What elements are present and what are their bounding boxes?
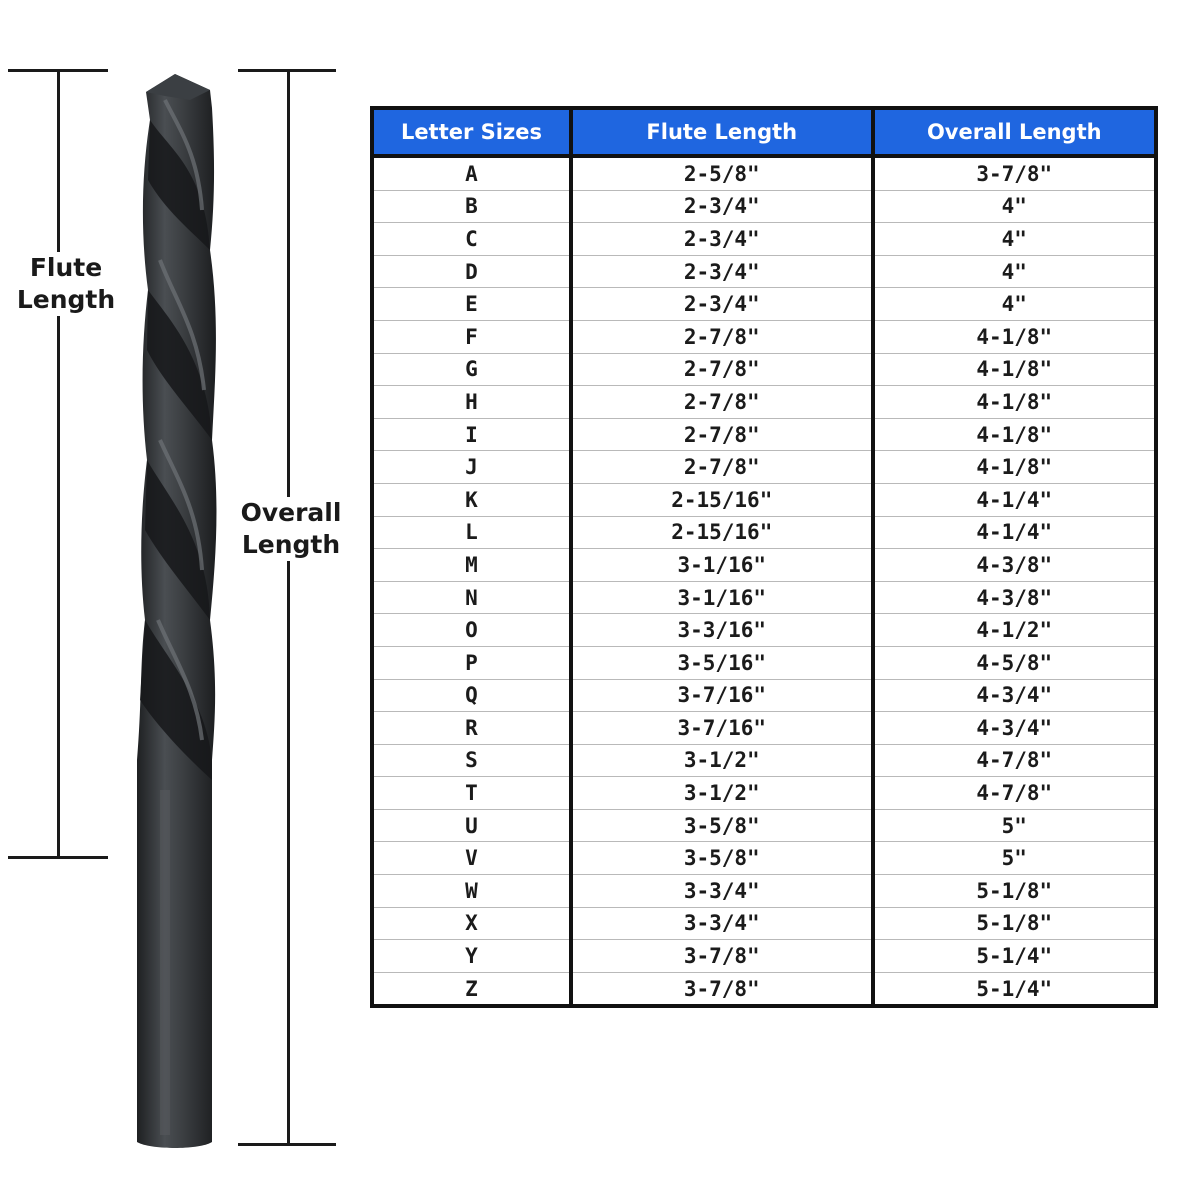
cell-overall-length: 4-1/8" <box>873 418 1156 451</box>
cell-overall-length: 4-1/4" <box>873 516 1156 549</box>
cell-letter-size: C <box>372 223 571 256</box>
table-row <box>372 156 1156 190</box>
header-letter-sizes: Letter Sizes <box>372 108 571 156</box>
table-row <box>372 255 1156 288</box>
cell-letter-size: N <box>372 581 571 614</box>
cell-overall-length: 4-3/4" <box>873 712 1156 745</box>
cell-flute-length: 2-3/4" <box>571 255 873 288</box>
table-row <box>372 581 1156 614</box>
cell-letter-size: V <box>372 842 571 875</box>
cell-overall-length: 3-7/8" <box>873 156 1156 190</box>
cell-flute-length: 3-7/8" <box>571 940 873 973</box>
table-row <box>372 451 1156 484</box>
cell-letter-size: F <box>372 320 571 353</box>
cell-overall-length: 5" <box>873 842 1156 875</box>
table-row <box>372 483 1156 516</box>
drill-bit-illustration <box>120 60 230 1155</box>
table-row <box>372 646 1156 679</box>
cell-letter-size: W <box>372 875 571 908</box>
cell-overall-length: 4-3/8" <box>873 581 1156 614</box>
cell-overall-length: 4" <box>873 223 1156 256</box>
cell-letter-size: E <box>372 288 571 321</box>
table-row <box>372 679 1156 712</box>
table-row <box>372 972 1156 1006</box>
flute-bracket-bottom-tick <box>8 856 108 859</box>
table-row <box>372 842 1156 875</box>
cell-flute-length: 3-5/8" <box>571 842 873 875</box>
cell-overall-length: 4-1/8" <box>873 386 1156 419</box>
cell-flute-length: 3-1/2" <box>571 777 873 810</box>
cell-letter-size: L <box>372 516 571 549</box>
cell-overall-length: 4-1/8" <box>873 451 1156 484</box>
flute-length-label: Flute Length <box>8 252 124 316</box>
cell-flute-length: 3-1/16" <box>571 549 873 582</box>
cell-letter-size: Q <box>372 679 571 712</box>
cell-overall-length: 4-7/8" <box>873 744 1156 777</box>
cell-flute-length: 3-7/16" <box>571 679 873 712</box>
cell-overall-length: 4-1/8" <box>873 353 1156 386</box>
cell-flute-length: 3-3/4" <box>571 875 873 908</box>
header-overall-length: Overall Length <box>873 108 1156 156</box>
cell-flute-length: 3-7/8" <box>571 972 873 1006</box>
cell-flute-length: 3-3/16" <box>571 614 873 647</box>
cell-letter-size: Z <box>372 972 571 1006</box>
cell-letter-size: T <box>372 777 571 810</box>
cell-letter-size: B <box>372 190 571 223</box>
cell-flute-length: 2-3/4" <box>571 288 873 321</box>
cell-flute-length: 3-7/16" <box>571 712 873 745</box>
cell-overall-length: 4-1/2" <box>873 614 1156 647</box>
cell-letter-size: U <box>372 809 571 842</box>
cell-overall-length: 4" <box>873 190 1156 223</box>
cell-letter-size: M <box>372 549 571 582</box>
cell-flute-length: 2-7/8" <box>571 418 873 451</box>
table-row <box>372 809 1156 842</box>
drill-shank-highlight <box>160 790 170 1135</box>
overall-length-label: Overall Length <box>232 497 350 561</box>
cell-overall-length: 5" <box>873 809 1156 842</box>
overall-bracket-bottom-tick <box>238 1143 336 1146</box>
table-row <box>372 190 1156 223</box>
cell-flute-length: 2-7/8" <box>571 386 873 419</box>
cell-flute-length: 2-5/8" <box>571 156 873 190</box>
table-row <box>372 320 1156 353</box>
cell-letter-size: A <box>372 156 571 190</box>
table-row <box>372 516 1156 549</box>
table-row <box>372 386 1156 419</box>
cell-flute-length: 2-15/16" <box>571 516 873 549</box>
table-row <box>372 549 1156 582</box>
cell-letter-size: H <box>372 386 571 419</box>
cell-flute-length: 2-3/4" <box>571 190 873 223</box>
cell-letter-size: K <box>372 483 571 516</box>
cell-letter-size: I <box>372 418 571 451</box>
table-row <box>372 777 1156 810</box>
table-row <box>372 288 1156 321</box>
flute-bracket-line <box>57 70 60 858</box>
table-header-row <box>372 108 1156 156</box>
cell-letter-size: Y <box>372 940 571 973</box>
header-flute-length: Flute Length <box>571 108 873 156</box>
cell-flute-length: 2-7/8" <box>571 320 873 353</box>
letter-size-chart <box>370 106 1158 1008</box>
table-row <box>372 712 1156 745</box>
cell-flute-length: 3-3/4" <box>571 907 873 940</box>
cell-flute-length: 3-5/8" <box>571 809 873 842</box>
cell-letter-size: R <box>372 712 571 745</box>
cell-letter-size: P <box>372 646 571 679</box>
table-row <box>372 744 1156 777</box>
cell-flute-length: 2-15/16" <box>571 483 873 516</box>
cell-flute-length: 3-1/2" <box>571 744 873 777</box>
table-row <box>372 875 1156 908</box>
cell-flute-length: 2-7/8" <box>571 353 873 386</box>
table-row <box>372 940 1156 973</box>
cell-overall-length: 4-1/4" <box>873 483 1156 516</box>
cell-letter-size: J <box>372 451 571 484</box>
cell-flute-length: 2-7/8" <box>571 451 873 484</box>
cell-overall-length: 4-7/8" <box>873 777 1156 810</box>
table-row <box>372 614 1156 647</box>
cell-flute-length: 2-3/4" <box>571 223 873 256</box>
cell-overall-length: 4-3/4" <box>873 679 1156 712</box>
cell-letter-size: G <box>372 353 571 386</box>
cell-letter-size: D <box>372 255 571 288</box>
overall-bracket-line <box>287 70 290 1145</box>
cell-flute-length: 3-5/16" <box>571 646 873 679</box>
table-row <box>372 418 1156 451</box>
table-row <box>372 223 1156 256</box>
table-row <box>372 353 1156 386</box>
cell-overall-length: 4-3/8" <box>873 549 1156 582</box>
cell-overall-length: 4" <box>873 288 1156 321</box>
cell-letter-size: S <box>372 744 571 777</box>
table-row <box>372 907 1156 940</box>
cell-letter-size: O <box>372 614 571 647</box>
table-body <box>372 156 1156 1006</box>
cell-overall-length: 4-1/8" <box>873 320 1156 353</box>
cell-overall-length: 5-1/8" <box>873 875 1156 908</box>
cell-overall-length: 4" <box>873 255 1156 288</box>
cell-overall-length: 4-5/8" <box>873 646 1156 679</box>
cell-flute-length: 3-1/16" <box>571 581 873 614</box>
cell-overall-length: 5-1/4" <box>873 940 1156 973</box>
cell-overall-length: 5-1/8" <box>873 907 1156 940</box>
cell-letter-size: X <box>372 907 571 940</box>
cell-overall-length: 5-1/4" <box>976 976 1053 1001</box>
